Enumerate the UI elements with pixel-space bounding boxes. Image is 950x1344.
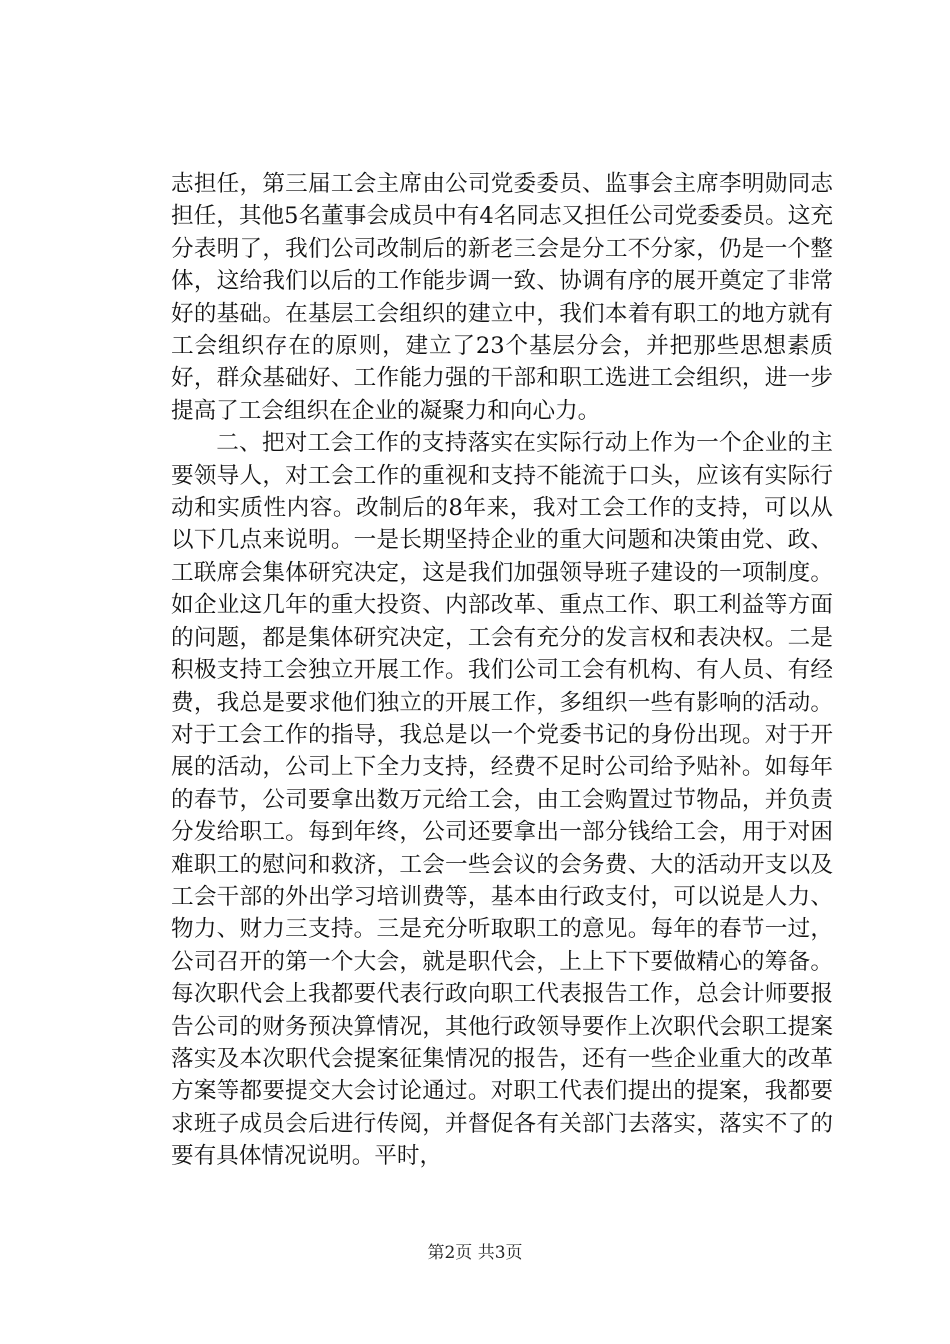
document-body [171, 168, 833, 1173]
page-number: 第2页 共3页 [427, 1243, 523, 1263]
paragraph-continued: 志担任，第三届工会主席由公司党委委员、监事会主席李明勋同志担任，其他5名董事会成员中有4名同志又担任公司党委委员。这充分表明了，我们公司改制后的新老三会是分工不分家，仍是一个整体，这给我们以后的工作能步调一致、协调有序的展开奠定了非常好的基础。在基层工会组织的建立中，我们本着有职工的地方就有工会组织存在的原则，建立了23个基层分会，并把那些思想素质好，群众基础好、工作能力强的干部和职工选进工会组织，进一步提高了工会组织在企业的凝聚力和向心力。 [171, 171, 833, 424]
paragraph-section-two: 二、把对工会工作的支持落实在实际行动上作为一个企业的主要领导人，对工会工作的重视和支持不能流于口头，应该有实际行动和实质性内容。改制后的8年来，我对工会工作的支持，可以从以下几点来说明。一是长期坚持企业的重大问题和决策由党、政、工联席会集体研究决定，这是我们加强领导班子建设的一项制度。如企业这几年的重大投资、内部改革、重点工作、职工利益等方面的问题，都是集体研究决定，工会有充分的发言权和表决权。二是积极支持工会独立开展工作。我们公司工会有机构、有人员、有经费，我总是要求他们独立的开展工作，多组织一些有影响的活动。对于工会工作的指导，我总是以一个党委书记的身份出现。对于开展的活动，公司上下全力支持，经费不足时公司给予贴补。如每年的春节，公司要拿出数万元给工会，由工会购置过节物品，并负责分发给职工。每到年终，公司还要拿出一部分钱给工会，用于对困难职工的慰问和救济，工会一些会议的会务费、大的活动开支以及工会干部的外出学习培训费等，基本由行政支付，可以说是人力、物力、财力三支持。三是充分听取职工的意见。每年的春节一过，公司召开的第一个大会，就是职代会，上上下下要做精心的筹备。每次职代会上我都要代表行政向职工代表报告工作，总会计师要报告公司的财务预决算情况，其他行政领导要作上次职代会职工提案落实及本次职代会提案征集情况的报告，还有一些企业重大的改革方案等都要提交大会讨论通过。对职工代表们提出的提案，我都要求班子成员会后进行传阅，并督促各有关部门去落实，落实不了的要有具体情况说明。平时， [171, 430, 833, 1170]
page-footer [0, 1238, 950, 1263]
